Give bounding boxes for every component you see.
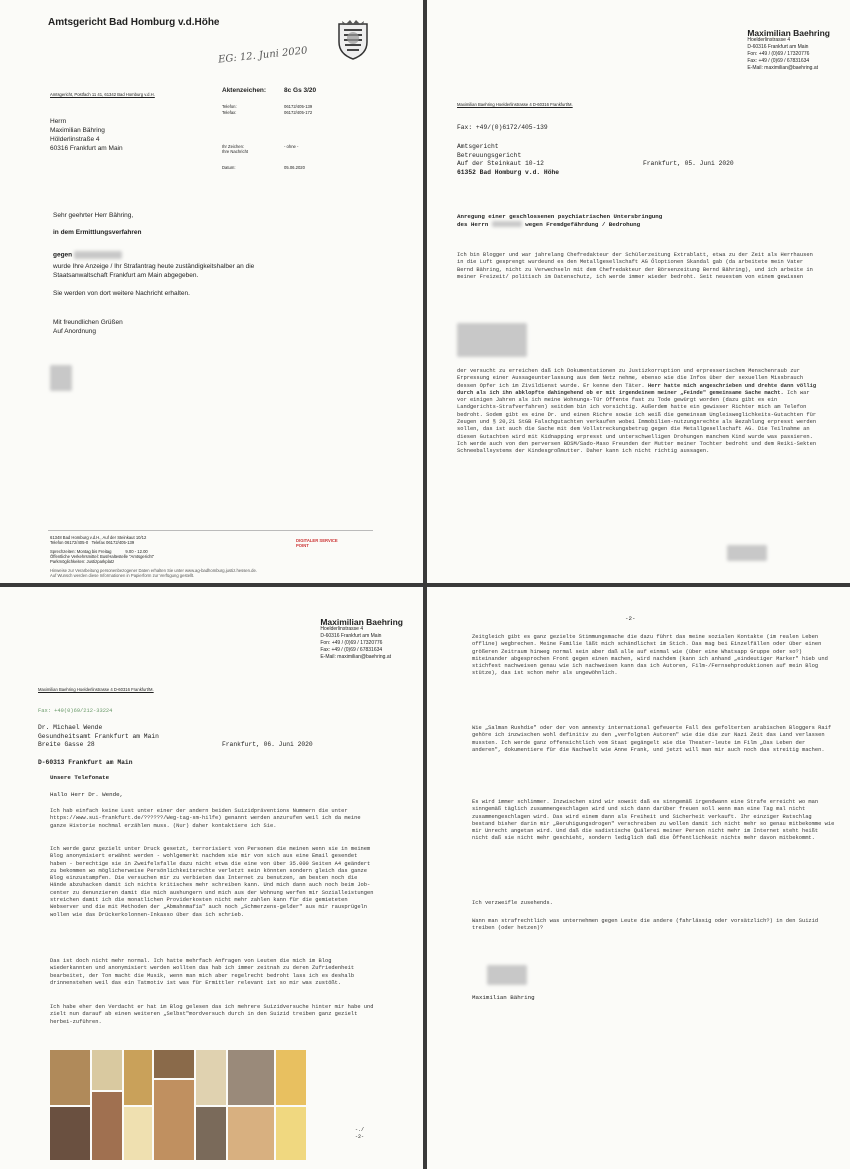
collage-photo: [196, 1050, 226, 1105]
subject: in dem Ermittlungsverfahren: [53, 229, 142, 236]
file-number-label: Aktenzeichen:: [222, 87, 267, 94]
return-line: Maximilian Baehring Hoelderlinstrasse 4 D-60316 Frankfurt/M.: [38, 687, 154, 692]
return-address: Amtsgericht, Postfach 11 41, 61342 Bad Homburg v.d.H.: [50, 92, 155, 97]
recipient-address: Amtsgericht Betreuungsgericht Auf der Steinkaut 10-12 61352 Bad Homburg v.d. Höhe: [457, 143, 560, 176]
footer-address: 61348 Bad Homburg v.d.H., Auf der Steinkaut 10/12 Telefon 06172/405-0 Telefax 06172/405-139: [50, 535, 147, 546]
body-paragraph: Das ist doch nicht mehr normal. Ich hatte mehrfach Anfragen von Leuten die mich im Blog wiederkannten und anonymisiert werden wollten das hab ich immer zeitnah zu deren Zufriedenheit bearbeitet, der Ton macht die Musik, wenn man mich aber regelrecht bedroht lass ich es deshalb drinnenstehen weil das ein Tatmotiv ist was für Ermittler relevant ist so mir was zustößt.: [50, 958, 355, 986]
subject: Unsere Telefonate: [50, 774, 110, 781]
footer-privacy-note: Hinweise zur Verarbeitung personenbezogener Daten erhalten Sie unter www.ag-badhomburg.justiz.hessen.de. Auf Wunsch werden diese Informationen in Papierform zur Verfügung gestellt.: [50, 568, 257, 579]
return-line: Maximilian Baehring Hoelderlinstrasse 4 D-60316 Frankfurt/M.: [457, 102, 573, 107]
fax-number: 06172/405-172: [284, 110, 313, 115]
court-name: Amtsgericht Bad Homburg v.d.Höhe: [48, 17, 220, 28]
letter-gesundheitsamt-page: [0, 587, 423, 1169]
collage-photo: [50, 1107, 90, 1160]
letter-page-two: [427, 587, 850, 1169]
collage-photo: [196, 1107, 226, 1160]
redacted-signature: [50, 365, 72, 391]
body-paragraph: wurde Ihre Anzeige / Ihr Strafantrag heute zuständigkeitshalber an die Staatsanwaltschaft Frankfurt am Main abgegeben.: [53, 263, 255, 279]
collage-photo: [92, 1050, 122, 1090]
body-paragraph: der versucht zu erreichen daß ich Dokumentationen zu Justizkorruption und erpresserischem Menschenraub zur Erpressung einer Aussageunterlassung aus dem Netz nehme, ebenso wie die Infos über der sexuellen Missbrauch dessen Opfer ich im Zivildienst wurde. Er kenne den Täter. Herr hatte mich angeschrieben und drehte dann völlig durch als ich ihn abklopfte dahingehend ob er mit irgendeinem meiner „Feinde" gemeinsame Sache macht. Ich war vor einigen Jahren als ich meine Wohnungs-Tür Offente fast zu Tode gewürgt worden (dazu gibt es ein Landgerichts-Strafverfahren) seitdem bin ich vorsichtig. Außerdem hatte ein gewisser Richter mich am Telefon bedroht. Sodem gibt es eine Dr. und einen Richre sowie ich weiß die gemeinsam Ungleisweglichkeits-Gutachten für Zeugen und § 20,21 StGB Falschgutachten verkaufen wobei Immobilien-nutzungsrechte als Bezahlung erpresst werden sollen, das ist auch die Sache mit dem Vollstreckungsbetrug gegen die Metallgesellschaft AG. Die Teilnahme an diesen Gutachten wird mit Kidnapping erpresst und unterschwelligen Drohungen manchem Kind wurde was passieren. Ich werde auch von den perversen BDSM/Sado-Maso Freunden der Mutter meiner Tochter bedroht und dem Reiki-Sekten Schneeballsystems der Kindesgroßmutter. Daher kann ich nicht richtig aussagen.: [457, 368, 817, 455]
signature-name: Maximilian Bähring: [472, 994, 535, 1001]
letter-date: Frankfurt, 05. Juni 2020: [643, 160, 734, 167]
sender-name: Maximilian Baehring: [320, 617, 403, 627]
reference-label: Ihr Zeichen: Ihre Nachricht: [222, 144, 249, 155]
collage-photo: [154, 1080, 194, 1160]
court-letter-page: [0, 0, 423, 583]
fax-number: Fax: +49(0)69/212-33224: [38, 708, 113, 714]
collage-photo: [124, 1107, 152, 1160]
footer-hours: Sprechzeiten: Montag bis Freitag 9.00 - 12.00 Öffentliche Verkehrsmittel: Bus/Haltestelle "Amtsgericht" Parkmöglichkeiten: Justizparkplatz: [50, 549, 155, 565]
photo-collage: [50, 1050, 350, 1160]
letter-betreuungsgericht-page: [427, 0, 850, 583]
redacted-name: [74, 251, 122, 259]
reference-value: - ohne -: [284, 144, 299, 149]
sender-block: Maximilian Baehring Hoelderlinstrasse 4 D-60316 Frankfurt am Main Fon: +49 / (0)69 / 17320776 Fax: +49 / (0)69 / 67831634 E-Mail: maximilian@baehring.at: [747, 28, 830, 71]
service-point-logo: DIGITALER SERVICE POINT: [296, 538, 338, 549]
page-continuation: -./ -2-: [355, 1127, 365, 1140]
collage-photo: [276, 1107, 306, 1160]
gegen-label: gegen: [53, 251, 122, 259]
collage-photo: [92, 1092, 122, 1160]
recipient-address: Herrn Maximilian Bähring Hölderlinstraße 4 60316 Frankfurt am Main: [50, 118, 123, 152]
body-paragraph: Es wird immer schlimmer. Inzwischen sind wir soweit daß es sinngemäß irgendwann eine Strafe erreicht wo man sinngemäß täglich zusammengeschlagen wird und sich dann darüber freuen soll wenn man eine Tag mal nicht zusammengeschlagen wird. Das wird einem dann als Freiheit und Sicherheit verkauft. Ihr einziger Ratschlag bestand bisher darin mir „Beruhigungsdrogen" verschreiben zu wollen damit ich nicht mehr so genau mitbekomme wie mir Unrecht angetan wird. Und daß die sadistische Quälerei meiner Person nicht mehr im Internet steht heißt nicht daß sie nicht mehr geschieht, sondern lediglich daß die Öffentlichkeit nichts mehr davon mitbekommt.: [472, 799, 835, 842]
body-paragraph: Ich werde ganz gezielt unter Druck gesetzt, terrorisiert von Personen die meinen wenn sie in meinem Blog anonymisiert erwähnt werden - wohlgemerkt nachdem sie mir von sich aus eine Email gesendet haben - berechtige sie in Zweifelsfalle dazu nicht etwa die eine von über 35.000 Seiten A4 geändert zu bekommen wo möglicherweise Persönlichkeitsrechte verletzt sein könnten sondern gleich das ganze Blog einzustampfen. Die versuchen mir zu verbieten das Internet zu benutzen, am besten noch die Hände abzuhacken damit ich nichts kritisches mehr schreiben kann. Und mich dann auch noch beim Jobcenter zu denunzieren damit die mich aushungern und mich aus der Wohnung werfen mir Sozialleistungen streichen damit ich die monatlichen Providerkosten nicht mehr zahlen kann für die gemieteten Webserver und die mit Methoden der „Abmahnmafia" auch noch „Schmerzens-gelder" aus mir rausprügeln wollen wie das Drückerkolonnen-Inkasso über das ich schrieb.: [50, 846, 374, 918]
page-number: -2-: [625, 615, 636, 622]
body-paragraph: Sie werden von dort weitere Nachricht erhalten.: [53, 290, 190, 297]
redacted-signature: [487, 965, 527, 985]
collage-photo: [154, 1050, 194, 1078]
phone-number: 06172/405-139: [284, 104, 313, 109]
body-paragraph: Ich hab einfach keine Lust unter einer der andern beiden Suizidpräventions Nummern die unter https://www.sui-frankfurt.de/??????/Weg-tag-sm-hilfe) genannt werden anzurufen weil ich da meine ganze Historie nochmal erzählen muss. (Nur) daher kontaktiere ich Sie.: [50, 808, 361, 829]
body-paragraph: Wann man strafrechtlich was unternehmen gegen Leute die andere (fahrlässig oder vorsätzlich?) in den Suizid treiben (oder hetzen)?: [472, 918, 819, 932]
greeting: Hallo Herr Dr. Wende,: [50, 791, 124, 798]
file-number: 8c Gs 3/20: [284, 87, 317, 94]
body-paragraph: Ich habe eher den Verdacht er hat im Blog gelesen das ich mehrere Suizidversuche hinter mir habe und zielt nun darauf ab einen weiteren „Selbst"mordversuch durch in den Suizid treiben ganz gezielt herbei-zuführen.: [50, 1004, 374, 1025]
recipient-address: Dr. Michael Wende Gesundheitsamt Frankfurt am Main Breite Gasse 28: [38, 724, 159, 748]
fax-number: Fax: +49/(0)6172/405-139: [457, 124, 548, 131]
salutation: Sehr geehrter Herr Bähring,: [53, 212, 134, 219]
closing: Mit freundlichen Grüßen Auf Anordnung: [53, 319, 123, 335]
collage-photo: [124, 1050, 152, 1105]
collage-photo: [276, 1050, 306, 1105]
sender-block: Maximilian Baehring Hoelderlinstrasse 4 D-60316 Frankfurt am Main Fon: +49 / (0)69 / 17320776 Fax: +49 / (0)69 / 67831634 E-Mail: maximilian@baehring.at: [320, 617, 403, 660]
sender-name: Maximilian Baehring: [747, 28, 830, 38]
phone-label: Telefon:: [222, 104, 237, 109]
subject: Anregung einer geschlossenen psychiatrischen Untersbringung des Herrn wegen Fremdgefährdung / Bedrohung: [457, 213, 663, 228]
collage-photo: [228, 1107, 274, 1160]
collage-photo: [228, 1050, 274, 1105]
handwritten-receipt-note: EG: 12. Juni 2020: [217, 45, 308, 66]
body-paragraph: Ich bin Blogger und war jahrelang Chefredakteur der Schülerzeitung Extrablatt, etwa zu der Zeit als Herrhausen in die Luft gesprengt wurdeund es den Metallgesellschaft AG Öloptionen Skandal gab (da arbeitete mein Vater Bernd Bähring, nicht zu Verwechseln mit dem Chefredakteur der Börsenzeitung Bernd Bähring), und ich arbeite in meiner Freizeit/ politisch im Datenschutz, ich werde immer wieder bedroht. Seit neuestem von einem gewissen: [457, 252, 813, 280]
date-label: Datum:: [222, 165, 236, 170]
letter-date: Frankfurt, 06. Juni 2020: [222, 741, 313, 748]
collage-photo: [50, 1050, 90, 1105]
letter-date: 05.06.2020: [284, 165, 305, 170]
body-paragraph: Wie „Salman Rushdie" oder der von amnesty international gefeuerte Fall des gefolterten arabischen Bloggers Raif gehöre ich inzwischen wohl definitiv zu den „verfolgten Autoren" wie die die zur Nazi Zeit das Land verlassen mussten. Ich werde ganz offensichtlich vom Staat gegängelt wie die Theater-leute im Film „Das Leben der anderen", dokumentiere für die Nachwelt wie Anne Frank, und jetzt will man mir auch noch das streitig machen.: [472, 725, 832, 753]
redacted-signature: [727, 545, 767, 561]
fax-label: Telefax:: [222, 110, 237, 115]
hessen-coat-of-arms-icon: [336, 18, 370, 60]
body-paragraph: Zeitgleich gibt es ganz gezielte Stimmungsmache die dazu führt das meine sozialen Kontakte (im realen Leben offline) wegbrechen. Meine Familie läßt mich schändlichst im Stich. Das mag bei Einzelfällen oder über einen größeren Zeitraum hinweg normal sein aber daß alle auf einmal wie (über eine Whatsapp Gruppe oder so?) miteinander abgesprochen Front gegen einen machen, wird nachdem (kann ich anhand „eindeutiger Marker" hieb und stichfest nachweisen genau wie ich nachweisen kann das ich Autoren, Film-/Fernsehproduktionen auf mein Blog stütze), das ist schon mehr als ungewöhnlich.: [472, 634, 828, 677]
recipient-city: D-60313 Frankfurt am Main: [38, 759, 133, 766]
body-paragraph: Ich verzweifle zusehends.: [472, 900, 553, 906]
redacted-block: [457, 323, 527, 357]
